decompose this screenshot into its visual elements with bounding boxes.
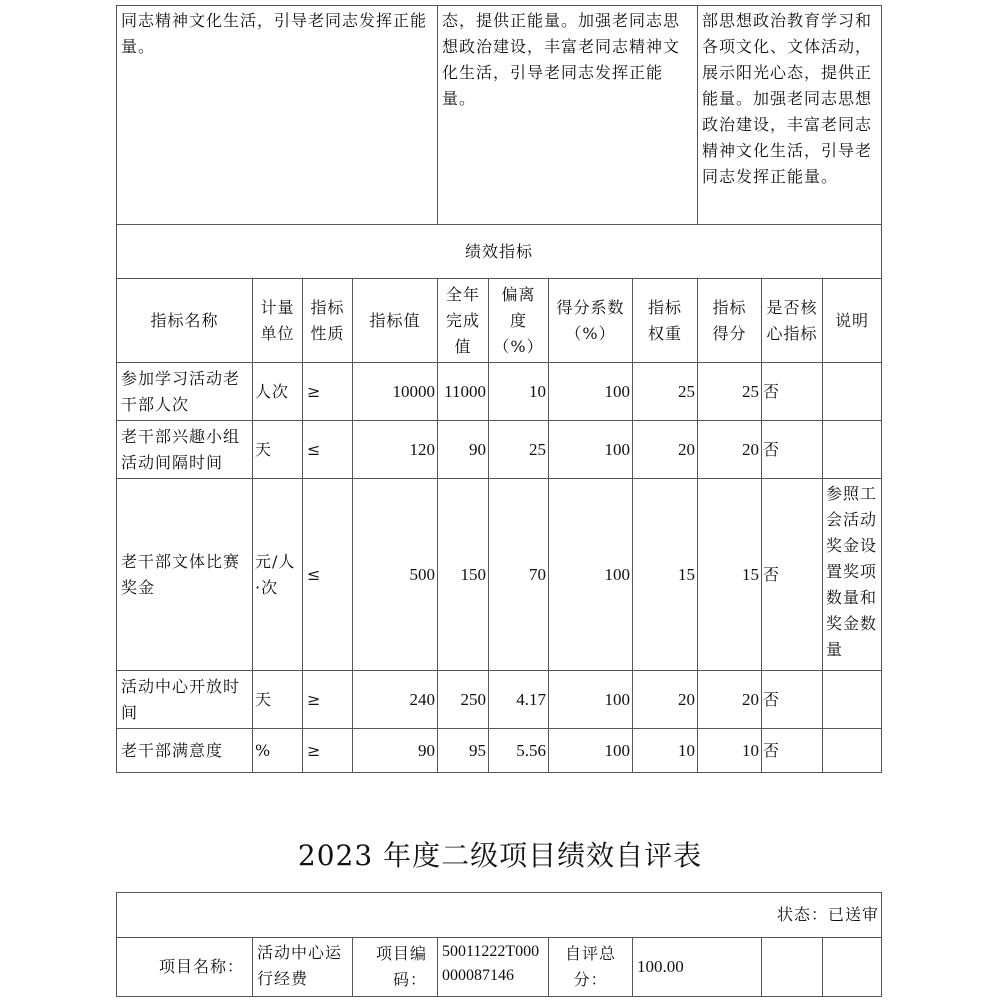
table-row-0-actual: 11000 — [437, 362, 489, 421]
table-row-0-weight: 25 — [632, 362, 698, 421]
table-row-4-deviation: 5.56 — [488, 728, 549, 773]
table-row-0-score: 25 — [697, 362, 762, 421]
top-text-col2: 态，提供正能量。加强老同志思想政治建设，丰富老同志精神文化生活，引导老同志发挥正能量。 — [437, 5, 698, 225]
table-row-1-unit: 天 — [252, 420, 303, 479]
section-title: 绩效指标 — [116, 224, 882, 279]
table-row-3-weight: 20 — [632, 670, 698, 729]
table-row-3-score: 20 — [697, 670, 762, 729]
header-note: 说明 — [822, 278, 882, 363]
table-row-2-note: 参照工会活动奖金设置奖项数量和奖金数量 — [822, 478, 882, 671]
table-row-4-name: 老干部满意度 — [116, 728, 253, 773]
empty-cell-a — [761, 937, 823, 997]
table-row-3-deviation: 4.17 — [488, 670, 549, 729]
table-row-1-coef: 100 — [548, 420, 633, 479]
self-score-value: 100.00 — [632, 937, 762, 997]
table-row-1-target: 120 — [352, 420, 438, 479]
status-row — [116, 892, 882, 938]
table-row-2-actual: 150 — [437, 478, 489, 671]
project-name-label: 项目名称： — [116, 937, 253, 997]
header-weight: 指标权重 — [632, 278, 698, 363]
table-row-0-deviation: 10 — [488, 362, 549, 421]
table-row-2-weight: 15 — [632, 478, 698, 671]
table-row-2-target: 500 — [352, 478, 438, 671]
table-row-0-note — [822, 362, 882, 421]
status-text: 状态：已送审 — [776, 905, 879, 924]
table-row-4-unit: % — [252, 728, 303, 773]
table-row-3-actual: 250 — [437, 670, 489, 729]
header-core: 是否核心指标 — [761, 278, 823, 363]
self-score-label: 自评总分： — [548, 937, 633, 997]
table-row-4-weight: 10 — [632, 728, 698, 773]
table-row-4-note — [822, 728, 882, 773]
table-row-2-unit: 元/人·次 — [252, 478, 303, 671]
header-unit: 计量单位 — [252, 278, 303, 363]
table-row-4-core: 否 — [761, 728, 823, 773]
table-row-4-score: 10 — [697, 728, 762, 773]
top-text-col3: 部思想政治教育学习和各项文化、文体活动，展示阳光心态，提供正能量。加强老同志思想政治建设，丰富老同志精神文化生活，引导老同志发挥正能量。 — [697, 5, 882, 225]
empty-cell-b — [822, 937, 882, 997]
table-row-4-actual: 95 — [437, 728, 489, 773]
table-row-1-core: 否 — [761, 420, 823, 479]
table-row-1-deviation: 25 — [488, 420, 549, 479]
table-row-2-name: 老干部文体比赛奖金 — [116, 478, 253, 671]
table-row-2-score: 15 — [697, 478, 762, 671]
table-row-0-name: 参加学习活动老干部人次 — [116, 362, 253, 421]
table-row-3-note — [822, 670, 882, 729]
table-row-2-coef: 100 — [548, 478, 633, 671]
table-row-1-weight: 20 — [632, 420, 698, 479]
top-text-col1: 同志精神文化生活，引导老同志发挥正能量。 — [116, 5, 438, 225]
table-row-3-name: 活动中心开放时间 — [116, 670, 253, 729]
table-row-3-coef: 100 — [548, 670, 633, 729]
form-title: 2023 年度二级项目绩效自评表 — [297, 839, 703, 872]
table-row-2-nature: ≤ — [302, 478, 353, 671]
header-score: 指标得分 — [697, 278, 762, 363]
table-row-4-coef: 100 — [548, 728, 633, 773]
table-row-0-unit: 人次 — [252, 362, 303, 421]
project-code-label: 项目编码： — [352, 937, 438, 997]
table-row-0-target: 10000 — [352, 362, 438, 421]
header-coef: 得分系数（%） — [548, 278, 633, 363]
project-code-value: 50011222T000000087146 — [437, 937, 549, 997]
table-row-2-deviation: 70 — [488, 478, 549, 671]
header-nature: 指标性质 — [302, 278, 353, 363]
table-row-3-core: 否 — [761, 670, 823, 729]
table-row-1-actual: 90 — [437, 420, 489, 479]
table-row-1-note — [822, 420, 882, 479]
table-row-1-nature: ≤ — [302, 420, 353, 479]
table-row-3-target: 240 — [352, 670, 438, 729]
header-target: 指标值 — [352, 278, 438, 363]
table-row-2-core: 否 — [761, 478, 823, 671]
header-name: 指标名称 — [116, 278, 253, 363]
table-row-0-nature: ≥ — [302, 362, 353, 421]
table-row-1-score: 20 — [697, 420, 762, 479]
table-row-3-unit: 天 — [252, 670, 303, 729]
header-deviation: 偏离度（%） — [488, 278, 549, 363]
project-name-value: 活动中心运行经费 — [252, 937, 353, 997]
table-row-4-target: 90 — [352, 728, 438, 773]
table-row-4-nature: ≥ — [302, 728, 353, 773]
table-row-0-core: 否 — [761, 362, 823, 421]
table-row-0-coef: 100 — [548, 362, 633, 421]
table-row-1-name: 老干部兴趣小组活动间隔时间 — [116, 420, 253, 479]
table-row-3-nature: ≥ — [302, 670, 353, 729]
header-actual: 全年完成值 — [437, 278, 489, 363]
